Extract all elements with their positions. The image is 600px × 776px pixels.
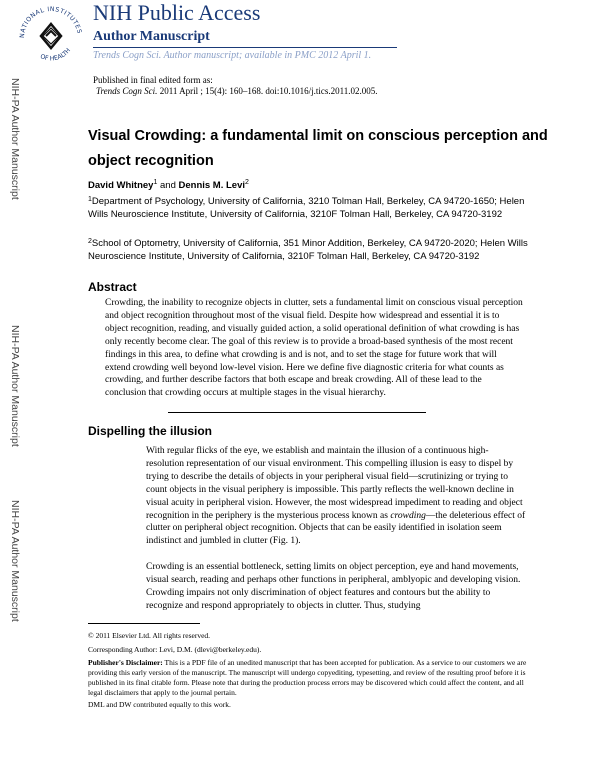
side-watermark-1: NIH-PA Author Manuscript xyxy=(9,78,21,200)
published-label: Published in final edited form as: xyxy=(93,75,213,85)
affiliation-2 xyxy=(88,235,528,263)
svg-text:NATIONAL INSTITUTES xyxy=(19,6,83,38)
disclaimer-text: This is a PDF file of an unedited manuscript that has been accepted for publication. As a service to our customers we are providing this early version of the manuscript. The manuscript will undergo copyediting, typesetting, and review of the resulting proof before it is published in its final citable form. Please note that during the production process errors may be discovered which could affect the content, and all legal disclaimers that apply to the journal pertain. xyxy=(88,658,527,697)
affiliation-1-text: Department of Psychology, University of California, 3210 Tolman Hall, Berkeley, CA 94720-1650; Helen Wills Neuroscience Institute, University of California, 3210F Tolman Hall, Berkeley, CA 94720-3192 xyxy=(88,196,525,220)
nih-logo xyxy=(12,0,90,70)
p1-part-b: —the deleterious effect of clutter on peripheral object recognition. Objects that can be easily identified in isolation seem indistinct and jumbled in clutter (Fig. 1). xyxy=(146,510,526,547)
affiliation-1 xyxy=(88,193,528,221)
affiliation-2-text: School of Optometry, University of California, 351 Minor Addition, Berkeley, CA 94720-2020; Helen Wills Neuroscience Institute, University of California, 3210F Tolman Hall, Berkeley, CA 94720-3192 xyxy=(88,238,528,262)
contribution-note: DML and DW contributed equally to this work. xyxy=(88,700,231,709)
author-and: and xyxy=(157,180,179,191)
author-line xyxy=(88,179,249,191)
author-2: Dennis M. Levi xyxy=(178,180,246,191)
affiliation-1-num: 1 xyxy=(88,196,92,203)
affiliation-2-num: 2 xyxy=(88,238,92,245)
journal-name: Trends Cogn Sci. xyxy=(96,86,158,96)
citation-line xyxy=(96,86,378,96)
copyright-note: © 2011 Elsevier Ltd. All rights reserved. xyxy=(88,631,211,640)
abstract-heading: Abstract xyxy=(88,280,137,294)
corresponding-author: Corresponding Author: Levi, D.M. (dlevi@berkeley.edu). xyxy=(88,645,262,654)
p1-emphasis: crowding xyxy=(390,510,426,521)
svg-text:OF HEALTH xyxy=(39,47,72,63)
article-title: Visual Crowding: a fundamental limit on conscious perception and object recognition xyxy=(88,128,548,169)
logo-top-text: NATIONAL INSTITUTES xyxy=(18,5,83,39)
side-watermark-3: NIH-PA Author Manuscript xyxy=(9,500,21,622)
abstract-separator xyxy=(168,412,426,413)
citation-details: 2011 April ; 15(4): 160–168. doi:10.1016/j.tics.2011.02.005. xyxy=(157,86,378,96)
side-watermark-2: NIH-PA Author Manuscript xyxy=(9,325,21,447)
body-paragraph-2: Crowding is an essential bottleneck, setting limits on object perception, eye and hand movements, visual search, reading and perhaps other functions in peripheral, amblyopic and developing vision. Crowding impairs not only discrimination of object features and contours but the ability to recognize and respond appropriately to objects in clutter. Thus, studying xyxy=(146,562,521,611)
disclaimer xyxy=(88,658,528,698)
author-1: David Whitney xyxy=(88,180,154,191)
header-divider xyxy=(93,47,397,48)
footnote-divider xyxy=(88,623,200,624)
author-2-sup: 2 xyxy=(245,179,249,186)
availability-line: Trends Cogn Sci. Author manuscript; available in PMC 2012 April 1. xyxy=(93,50,372,61)
section-heading: Dispelling the illusion xyxy=(88,424,213,438)
author-1-sup: 1 xyxy=(153,179,158,186)
eagle-icon xyxy=(41,24,61,48)
p1-part-a: With regular flicks of the eye, we establish and maintain the illusion of a continuous high-resolution representation of our visual environment. This compelling illusion is easy to dispel by trying to describe the details of objects in your peripheral visual field—scrutinizing or trying to count objects in the visual periphery is impossible. This partly reflects the well-known decline in visual acuity in peripheral vision. However, the most widespread impediment to reading and object recognition in the periphery is the mysterious process known as xyxy=(146,446,523,521)
logo-bottom-text: OF HEALTH xyxy=(39,47,73,63)
header-title: NIH Public Access xyxy=(93,0,261,25)
disclaimer-label: Publisher's Disclaimer: xyxy=(88,658,163,667)
abstract-text: Crowding, the inability to recognize objects in clutter, sets a fundamental limit on conscious visual perception and object recognition throughout most of the visual field. Despite how widespread and essential it is to object recognition, reading, and visually guided action, a solid operational definition of what crowding is has only recently become clear. The goal of this review is to provide a broad-based synthesis of the most recent findings in this area, to define what crowding is and is not, and to set the stage for future work that will extend crowding well beyond low-level vision. Here we define five diagnostic criteria for what counts as crowding, and further describe factors that both escape and break crowding. All of these lead to the conclusion that crowding occurs at multiple stages in the visual hierarchy. xyxy=(105,298,523,399)
header-subtitle: Author Manuscript xyxy=(93,29,210,44)
body-paragraph-1 xyxy=(146,445,526,548)
